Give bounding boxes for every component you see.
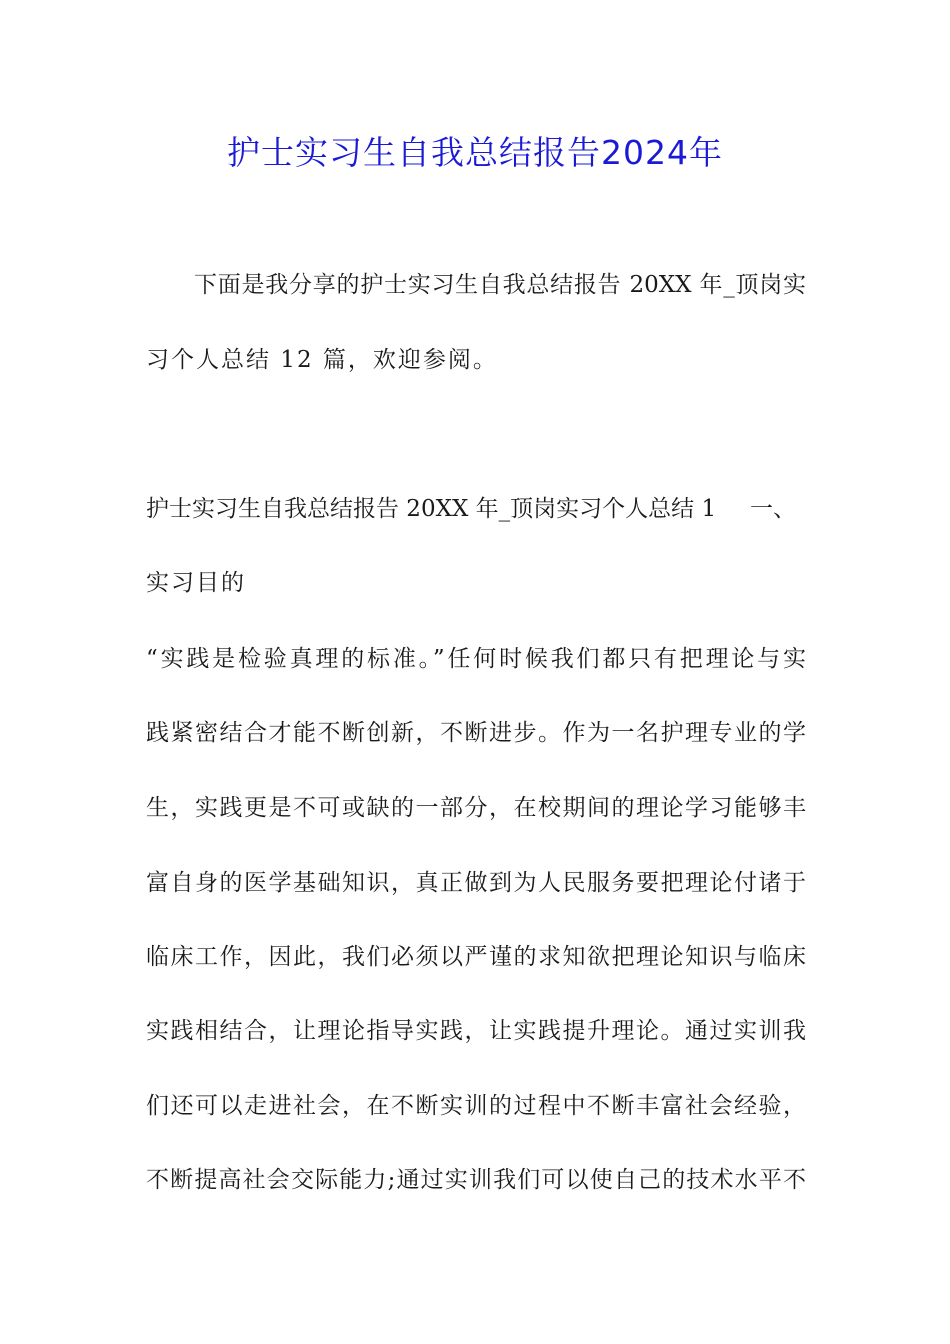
section-subheading: 实习目的 (146, 570, 246, 596)
body-line-7: 们还可以走进社会，在不断实训的过程中不断丰富社会经验， (146, 1093, 806, 1119)
section-heading-text: 护士实习生自我总结报告 20XX 年_顶岗实习个人总结 1 (146, 496, 717, 522)
intro-line-1: 下面是我分享的护士实习生自我总结报告 20XX 年_顶岗实 (194, 272, 806, 298)
body-line-5: 临床工作，因此，我们必须以严谨的求知欲把理论知识与临床 (146, 944, 806, 970)
body-line-4: 富自身的医学基础知识，真正做到为人民服务要把理论付诸于 (146, 870, 806, 896)
body-line-8: 不断提高社会交际能力;通过实训我们可以使自己的技术水平不 (146, 1167, 806, 1193)
body-line-6: 实践相结合，让理论指导实践，让实践提升理论。通过实训我 (146, 1018, 806, 1044)
document-title: 护士实习生自我总结报告2024年 (227, 133, 723, 172)
body-line-3: 生，实践更是不可或缺的一部分，在校期间的理论学习能够丰 (146, 795, 806, 821)
body-line-2: 践紧密结合才能不断创新，不断进步。作为一名护理专业的学 (146, 720, 806, 746)
section-number: 一、 (750, 496, 796, 522)
body-line-1: “实践是检验真理的标准。”任何时候我们都只有把理论与实 (146, 646, 806, 672)
intro-line-2: 习个人总结 12 篇，欢迎参阅。 (146, 347, 498, 373)
